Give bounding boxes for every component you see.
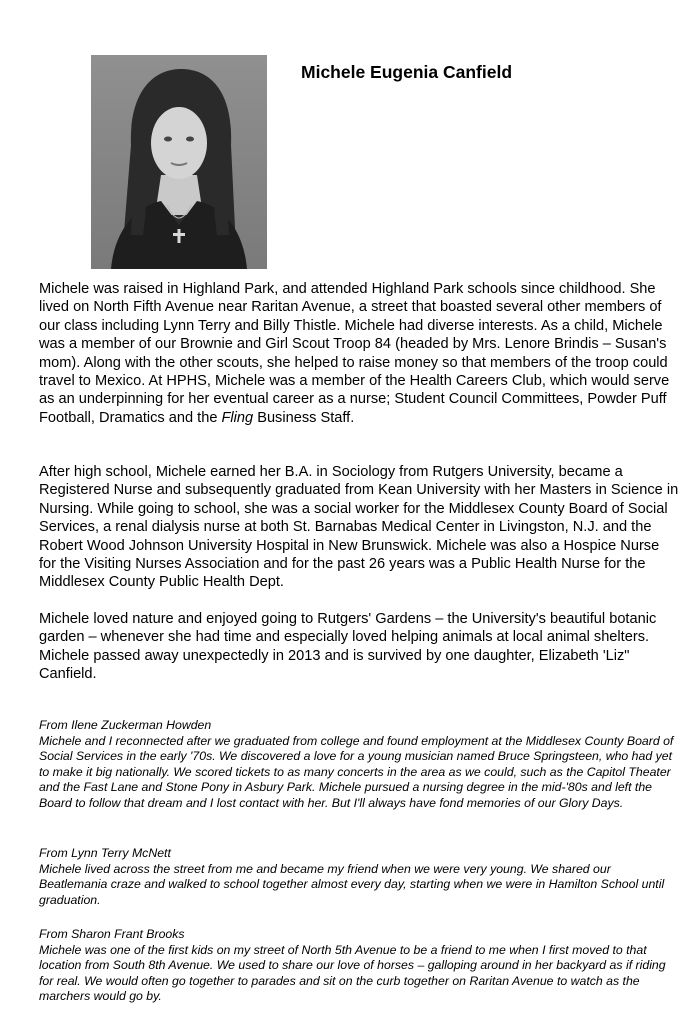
bio-text-3: Michele loved nature and enjoyed going to Rutgers' Gardens – the University's beautiful botanic garden – whenever she had time and especially loved helping animals at local animal shelters. Michele passed away unexpectedly in 2013 and is survived by one daughter, Elizabeth 'Liz" Canfield.: [39, 611, 657, 683]
tribute-text: Michele lived across the street from me and became my friend when we were very young. We shared our Beatlemania craze and walked to school together almost every day, starting when we were in Hamilton School until graduation.: [39, 861, 665, 907]
tribute-ilene: [39, 718, 679, 812]
bio-text-1: Michele was raised in Highland Park, and attended Highland Park schools since childhood. She lived on North Fifth Avenue near Raritan Avenue, a street that boasted several other members of our class including Lynn Terry and Billy Thistle. Michele had diverse interests. As a child, Michele was a member of our Brownie and Girl Scout Troop 84 (headed by Mrs. Lenore Brindis – Susan's mom). Along with the other scouts, she helped to raise money so that members of the troop could travel to Mexico. At HPHS, Michele was a member of the Health Careers Club, which would serve as an underpinning for her eventual career as a nurse; Student Council Committees, Powder Puff Football, Dramatics and the: [39, 281, 670, 426]
bio-paragraph-1: [39, 280, 679, 427]
tribute-text: Michele and I reconnected after we graduated from college and found employment at the Middlesex County Board of Social Services in the early '70s. We discovered a love for a young musician named Bruce Springsteen, who had yet to make it big nationally. We scored tickets to as many concerts in the area as we could, such as the Capitol Theater and the Fast Lane and Stone Pony in Asbury Park. Michele pursued a nursing degree in the mid-'80s and left the Board to follow that dream and I lost contact with her. But I'll always have fond memories of our Glory Days.: [39, 733, 674, 810]
portrait-photo: [91, 55, 267, 269]
tribute-author: From Ilene Zuckerman Howden: [39, 718, 212, 732]
bio-paragraph-2: [39, 463, 679, 592]
tribute-author: From Sharon Frant Brooks: [39, 927, 185, 941]
bio-text-2: After high school, Michele earned her B.A. in Sociology from Rutgers University, became a Registered Nurse and subsequently graduated from Kean University with her Masters in Science in Nursing. While going to school, she was a social worker for the Middlesex County Board of Social Services, a renal dialysis nurse at both St. Barnabas Medical Center in Livingston, N.J. and the Robert Wood Johnson University Hospital in New Brunswick. Michele was also a Hospice Nurse for the Visiting Nurses Association and for the past 26 years was a Public Health Nurse for the Middlesex County Public Health Dept.: [39, 464, 679, 591]
person-name: Michele Eugenia Canfield: [301, 62, 513, 82]
bio-text-1-end: Business Staff.: [253, 409, 355, 426]
tribute-author: From Lynn Terry McNett: [39, 846, 171, 860]
fling-title: Fling: [221, 409, 254, 426]
bio-paragraph-3: [39, 610, 679, 684]
tribute-text: Michele was one of the first kids on my street of North 5th Avenue to be a friend to me when I first moved to that location from South 8th Avenue. We used to share our love of horses – galloping around in her backyard as if riding for real. We would often go together to parades and sit on the curb together on Raritan Avenue to watch as the marchers would go by.: [39, 942, 666, 1004]
tribute-sharon: [39, 927, 679, 1005]
portrait-illustration: [91, 55, 267, 269]
tribute-lynn: [39, 846, 679, 908]
